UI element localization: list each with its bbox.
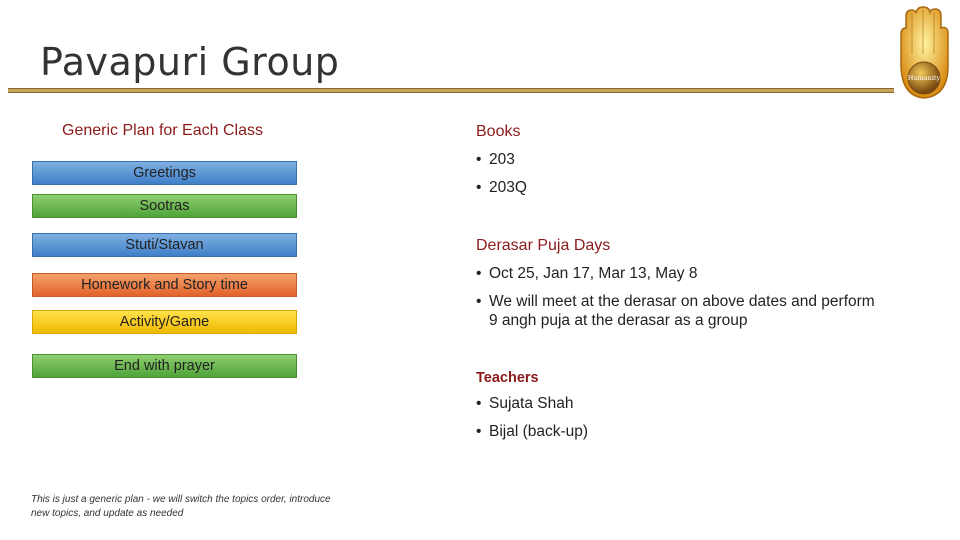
books-heading: Books [476, 123, 521, 140]
plan-step-sootras: Sootras [32, 194, 297, 218]
list-item: • 203Q [476, 178, 527, 197]
plan-footnote: This is just a generic plan - we will switch the topics order, introduce new topics, and update as needed [31, 494, 331, 519]
books-section [476, 123, 527, 197]
teachers-heading: Teachers [476, 370, 539, 386]
page-title: Pavapuri Group [40, 40, 340, 84]
list-item: • 203 [476, 150, 527, 169]
derasar-heading: Derasar Puja Days [476, 237, 611, 254]
plan-step-homework-story: Homework and Story time [32, 273, 297, 297]
plan-step-activity-game: Activity/Game [32, 310, 297, 334]
plan-heading: Generic Plan for Each Class [62, 122, 263, 139]
list-item: • Oct 25, Jan 17, Mar 13, May 8 [476, 264, 876, 283]
derasar-section [476, 237, 876, 330]
list-item: • Sujata Shah [476, 394, 588, 413]
jain-hand-logo-icon [893, 4, 955, 102]
teachers-section [476, 370, 588, 441]
list-item: • We will meet at the derasar on above dates and perform 9 angh puja at the derasar as a group [476, 292, 876, 330]
title-divider [8, 88, 894, 93]
list-item: • Bijal (back-up) [476, 422, 588, 441]
logo-text: Humanity [907, 74, 941, 82]
plan-step-end-prayer: End with prayer [32, 354, 297, 378]
plan-step-stuti-stavan: Stuti/Stavan [32, 233, 297, 257]
plan-step-greetings: Greetings [32, 161, 297, 185]
